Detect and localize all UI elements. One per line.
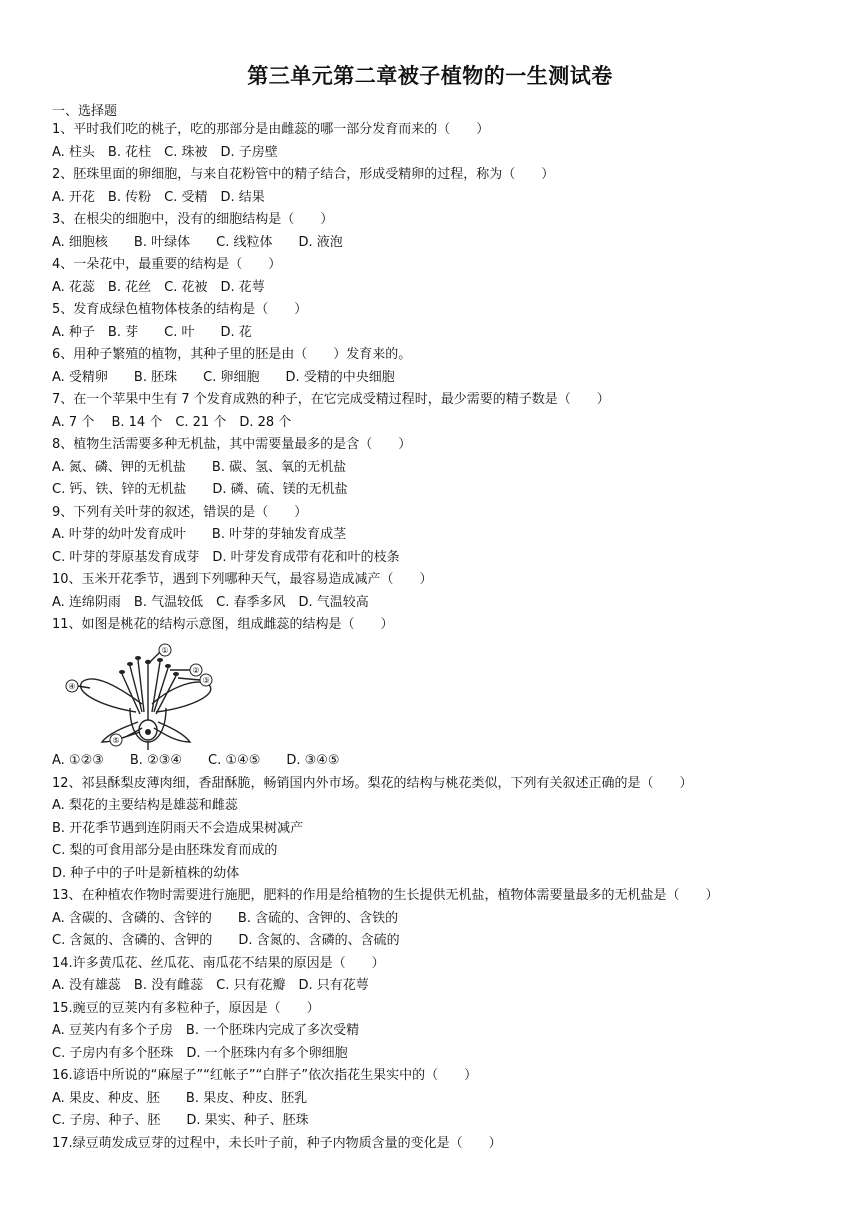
option-line: A. 连绵阴雨 B. 气温较低 C. 春季多风 D. 气温较高 (52, 595, 369, 610)
option-line: A. 柱头 B. 花柱 C. 珠被 D. 子房壁 (52, 145, 278, 160)
peach-flower-diagram (60, 642, 226, 750)
question-line: 15.豌豆的豆荚内有多粒种子，原因是（ ） (52, 1001, 320, 1016)
option-line: A. 开花 B. 传粉 C. 受精 D. 结果 (52, 190, 265, 205)
option-line: C. 梨的可食用部分是由胚珠发育而成的 (52, 843, 278, 858)
question-line: 16.谚语中所说的“麻屋子”“红帐子”“白胖子”依次指花生果实中的（ ） (52, 1068, 478, 1083)
question-line: 5、发育成绿色植物体枝条的结构是（ ） (52, 302, 308, 317)
option-line: C. 钙、铁、锌的无机盐 D. 磷、硫、镁的无机盐 (52, 482, 348, 497)
option-line: A. 叶芽的幼叶发育成叶 B. 叶芽的芽轴发育成茎 (52, 527, 347, 542)
option-line: D. 种子中的子叶是新植株的幼体 (52, 866, 240, 881)
question-line: 4、一朵花中，最重要的结构是（ ） (52, 257, 282, 272)
option-line: A. 豆荚内有多个子房 B. 一个胚珠内完成了多次受精 (52, 1023, 360, 1038)
question-line: 13、在种植农作物时需要进行施肥，肥料的作用是给植物的生长提供无机盐，植物体需要量最多的无机盐是（ ） (52, 888, 719, 903)
figure-label-1: ① (161, 646, 169, 655)
figure-label-4: ④ (68, 682, 76, 691)
question-line: 14.许多黄瓜花、丝瓜花、南瓜花不结果的原因是（ ） (52, 956, 385, 971)
option-line: A. 种子 B. 芽 C. 叶 D. 花 (52, 325, 252, 340)
page-title: 第三单元第二章被子植物的一生测试卷 (247, 64, 613, 88)
option-line: A. 氮、磷、钾的无机盐 B. 碳、氢、氧的无机盐 (52, 460, 347, 475)
question-line: 1、平时我们吃的桃子，吃的那部分是由雌蕊的哪一部分发育而来的（ ） (52, 122, 490, 137)
option-line: A. 受精卵 B. 胚珠 C. 卵细胞 D. 受精的中央细胞 (52, 370, 395, 385)
option-line: A. 7 个 B. 14 个 C. 21 个 D. 28 个 (52, 415, 292, 430)
question-line: 12、祁县酥梨皮薄肉细，香甜酥脆，畅销国内外市场。梨花的结构与桃花类似，下列有关叙述正确的是（ ） (52, 776, 693, 791)
option-line: A. ①②③ B. ②③④ C. ①④⑤ D. ③④⑤ (52, 753, 340, 768)
section-heading: 一、选择题 (52, 104, 118, 119)
option-line: A. 梨花的主要结构是雄蕊和雌蕊 (52, 798, 238, 813)
figure-label-5: ⑤ (112, 736, 120, 745)
figure-label-3: ③ (202, 676, 210, 685)
question-line: 17.绿豆萌发成豆芽的过程中，未长叶子前，种子内物质含量的变化是（ ） (52, 1136, 502, 1151)
question-line: 9、下列有关叶芽的叙述，错误的是（ ） (52, 505, 308, 520)
question-line: 11、如图是桃花的结构示意图，组成雌蕊的结构是（ ） (52, 617, 394, 632)
question-line: 2、胚珠里面的卵细胞，与来自花粉管中的精子结合，形成受精卵的过程，称为（ ） (52, 167, 555, 182)
option-line: A. 果皮、种皮、胚 B. 果皮、种皮、胚乳 (52, 1091, 308, 1106)
option-line: A. 细胞核 B. 叶绿体 C. 线粒体 D. 液泡 (52, 235, 343, 250)
question-line: 3、在根尖的细胞中，没有的细胞结构是（ ） (52, 212, 334, 227)
option-line: C. 叶芽的芽原基发育成芽 D. 叶芽发育成带有花和叶的枝条 (52, 550, 400, 565)
option-line: C. 子房、种子、胚 D. 果实、种子、胚珠 (52, 1113, 309, 1128)
option-line: C. 含氮的、含磷的、含钾的 D. 含氮的、含磷的、含硫的 (52, 933, 400, 948)
option-line: A. 花蕊 B. 花丝 C. 花被 D. 花萼 (52, 280, 265, 295)
question-line: 8、植物生活需要多种无机盐，其中需要量最多的是含（ ） (52, 437, 412, 452)
option-line: A. 含碳的、含磷的、含锌的 B. 含硫的、含钾的、含铁的 (52, 911, 399, 926)
figure-label-2: ② (192, 666, 200, 675)
question-line: 7、在一个苹果中生有 7 个发育成熟的种子，在它完成受精过程时，最少需要的精子数是（ ） (52, 392, 610, 407)
option-line: A. 没有雄蕊 B. 没有雌蕊 C. 只有花瓣 D. 只有花萼 (52, 978, 369, 993)
question-line: 6、用种子繁殖的植物，其种子里的胚是由（ ）发育来的。 (52, 347, 412, 362)
question-line: 10、玉米开花季节，遇到下列哪种天气，最容易造成减产（ ） (52, 572, 433, 587)
option-line: B. 开花季节遇到连阴雨天不会造成果树减产 (52, 821, 304, 836)
option-line: C. 子房内有多个胚珠 D. 一个胚珠内有多个卵细胞 (52, 1046, 348, 1061)
